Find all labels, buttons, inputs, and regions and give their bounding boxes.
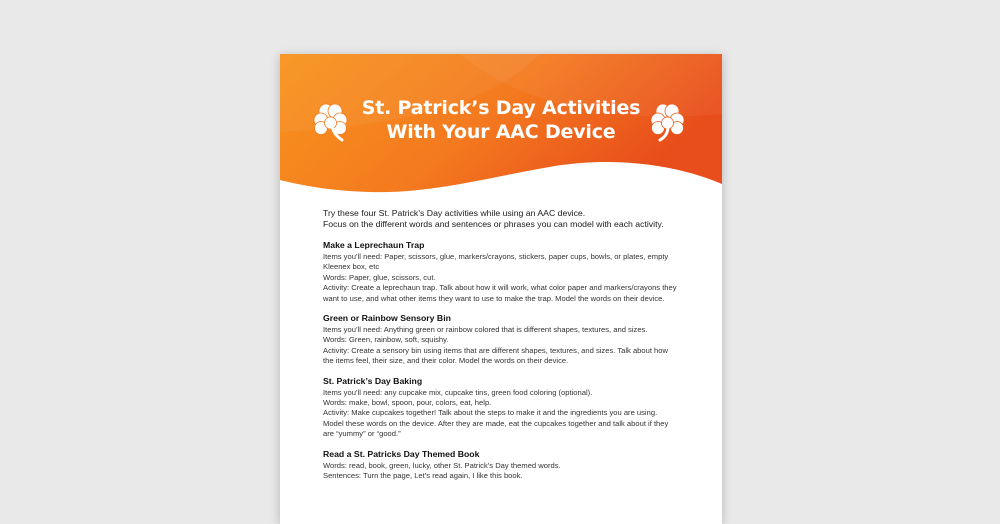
activity-words: Words: Green, rainbow, soft, squishy.: [323, 335, 449, 345]
shamrock-icon: [647, 100, 691, 144]
activity-section: [323, 240, 678, 304]
header-banner: [280, 54, 722, 204]
worksheet-content: [323, 208, 678, 491]
activity-description: Activity: Create a sensory bin using items that are different shapes, textures, and sizes. Talk about how the items feel, their size, and their color. Model the words on their device.: [323, 345, 668, 366]
activity-title: Read a St. Patricks Day Themed Book: [323, 448, 480, 459]
activity-title: Make a Leprechaun Trap: [323, 240, 425, 250]
page-title-line-2: With Your AAC Device: [386, 121, 616, 143]
intro-line-2: Focus on the different words and sentences or phrases you can model with each activity.: [323, 219, 664, 229]
intro-line-1: Try these four St. Patrick’s Day activities while using an AAC device.: [323, 208, 586, 218]
shamrock-icon: [310, 100, 354, 144]
activity-title: Green or Rainbow Sensory Bin: [323, 313, 451, 324]
activity-section: [323, 376, 678, 440]
activity-sentences: Sentences: Turn the page, Let’s read again, I like this book.: [323, 471, 523, 481]
activity-description: Activity: Create a leprechaun trap. Talk about how it will work, what color paper and markers/crayons they want to use, and what other items they want to use to make the trap. Model the words on their device.: [323, 283, 677, 303]
activity-words: Words: read, book, green, lucky, other St. Patrick’s Day themed words.: [323, 460, 561, 470]
activity-title: St. Patrick’s Day Baking: [323, 375, 423, 386]
intro-text: [323, 208, 678, 230]
worksheet-page: [280, 54, 722, 524]
activity-section: [323, 449, 678, 482]
activity-section: [323, 313, 678, 367]
page-title-line-1: St. Patrick’s Day Activities: [361, 97, 641, 119]
activity-description: Activity: Make cupcakes together! Talk about the steps to make it and the ingredients you are using. Model these words on the device. After they are made, eat the cupcakes together and talk about if they are “yummy” or “good.”: [323, 408, 669, 439]
activity-items: Items you’ll need: any cupcake mix, cupcake tins, green food coloring (optional).: [323, 387, 593, 397]
activity-words: Words: make, bowl, spoon, pour, colors, eat, help.: [323, 398, 492, 408]
activity-words: Words: Paper, glue, scissors, cut.: [323, 272, 436, 282]
activity-items: Items you’ll need: Paper, scissors, glue, markers/crayons, stickers, paper cups, bowls, or plates, empty Kleenex box, etc: [323, 252, 669, 272]
activity-items: Items you’ll need: Anything green or rainbow colored that is different shapes, textures, and sizes.: [323, 325, 648, 335]
